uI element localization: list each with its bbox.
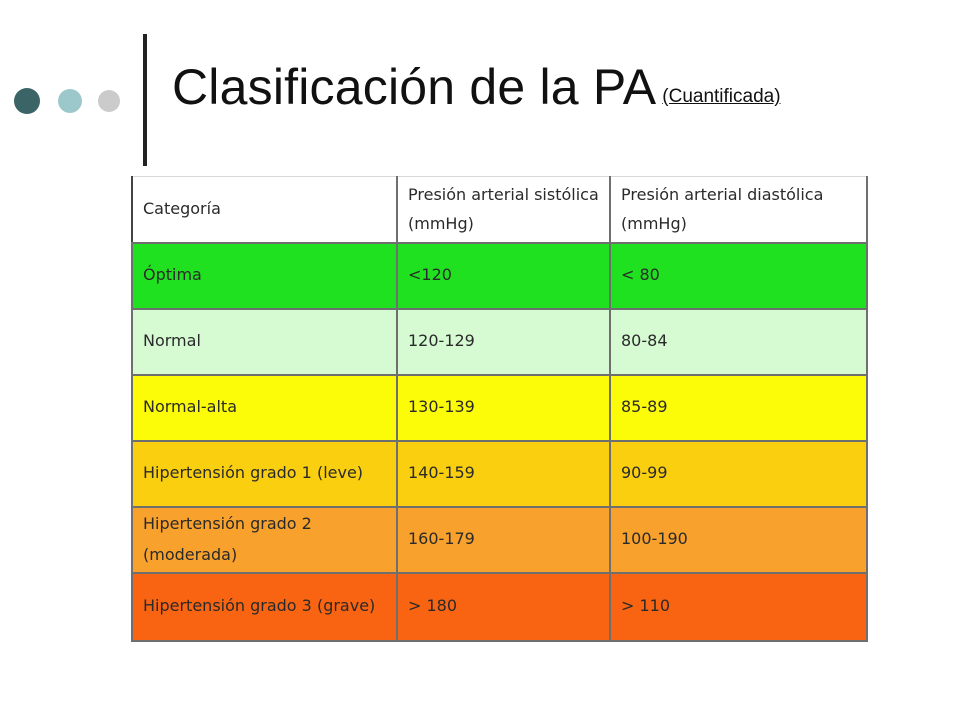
table-row (132, 441, 867, 507)
cell-categoria: Hipertensión grado 1 (leve) (132, 441, 397, 507)
header-categoria: Categoría (132, 177, 397, 243)
table-row (132, 375, 867, 441)
cell-categoria: Hipertensión grado 3 (grave) (132, 573, 397, 641)
cell-sistolica: > 180 (397, 573, 610, 641)
cell-diastolica: 85-89 (610, 375, 867, 441)
table-row (132, 573, 867, 641)
title-subtitle: (Cuantificada) (662, 86, 781, 107)
cell-diastolica: 100-190 (610, 507, 867, 573)
bullet-dot-teal (58, 89, 82, 113)
cell-sistolica: 160-179 (397, 507, 610, 573)
cell-sistolica: 140-159 (397, 441, 610, 507)
table-row (132, 507, 867, 573)
cell-categoria: Óptima (132, 243, 397, 309)
table-header-row (132, 177, 867, 243)
title-divider (143, 34, 147, 166)
cell-categoria: Normal-alta (132, 375, 397, 441)
classification-table-wrap (131, 176, 866, 638)
bullet-dot-dark (14, 88, 40, 114)
cell-diastolica: 90-99 (610, 441, 867, 507)
cell-categoria: Normal (132, 309, 397, 375)
cell-diastolica: 80-84 (610, 309, 867, 375)
table-row (132, 243, 867, 309)
slide-title (172, 58, 781, 116)
classification-table (131, 176, 868, 642)
cell-diastolica: < 80 (610, 243, 867, 309)
cell-sistolica: 120-129 (397, 309, 610, 375)
header-sistolica: Presión arterial sistólica (mmHg) (397, 177, 610, 243)
table-row (132, 309, 867, 375)
cell-categoria: Hipertensión grado 2 (moderada) (132, 507, 397, 573)
bullet-dot-gray (98, 90, 120, 112)
title-text: Clasificación de la PA (172, 59, 657, 115)
cell-sistolica: <120 (397, 243, 610, 309)
cell-diastolica: > 110 (610, 573, 867, 641)
header-diastolica: Presión arterial diastólica (mmHg) (610, 177, 867, 243)
cell-sistolica: 130-139 (397, 375, 610, 441)
